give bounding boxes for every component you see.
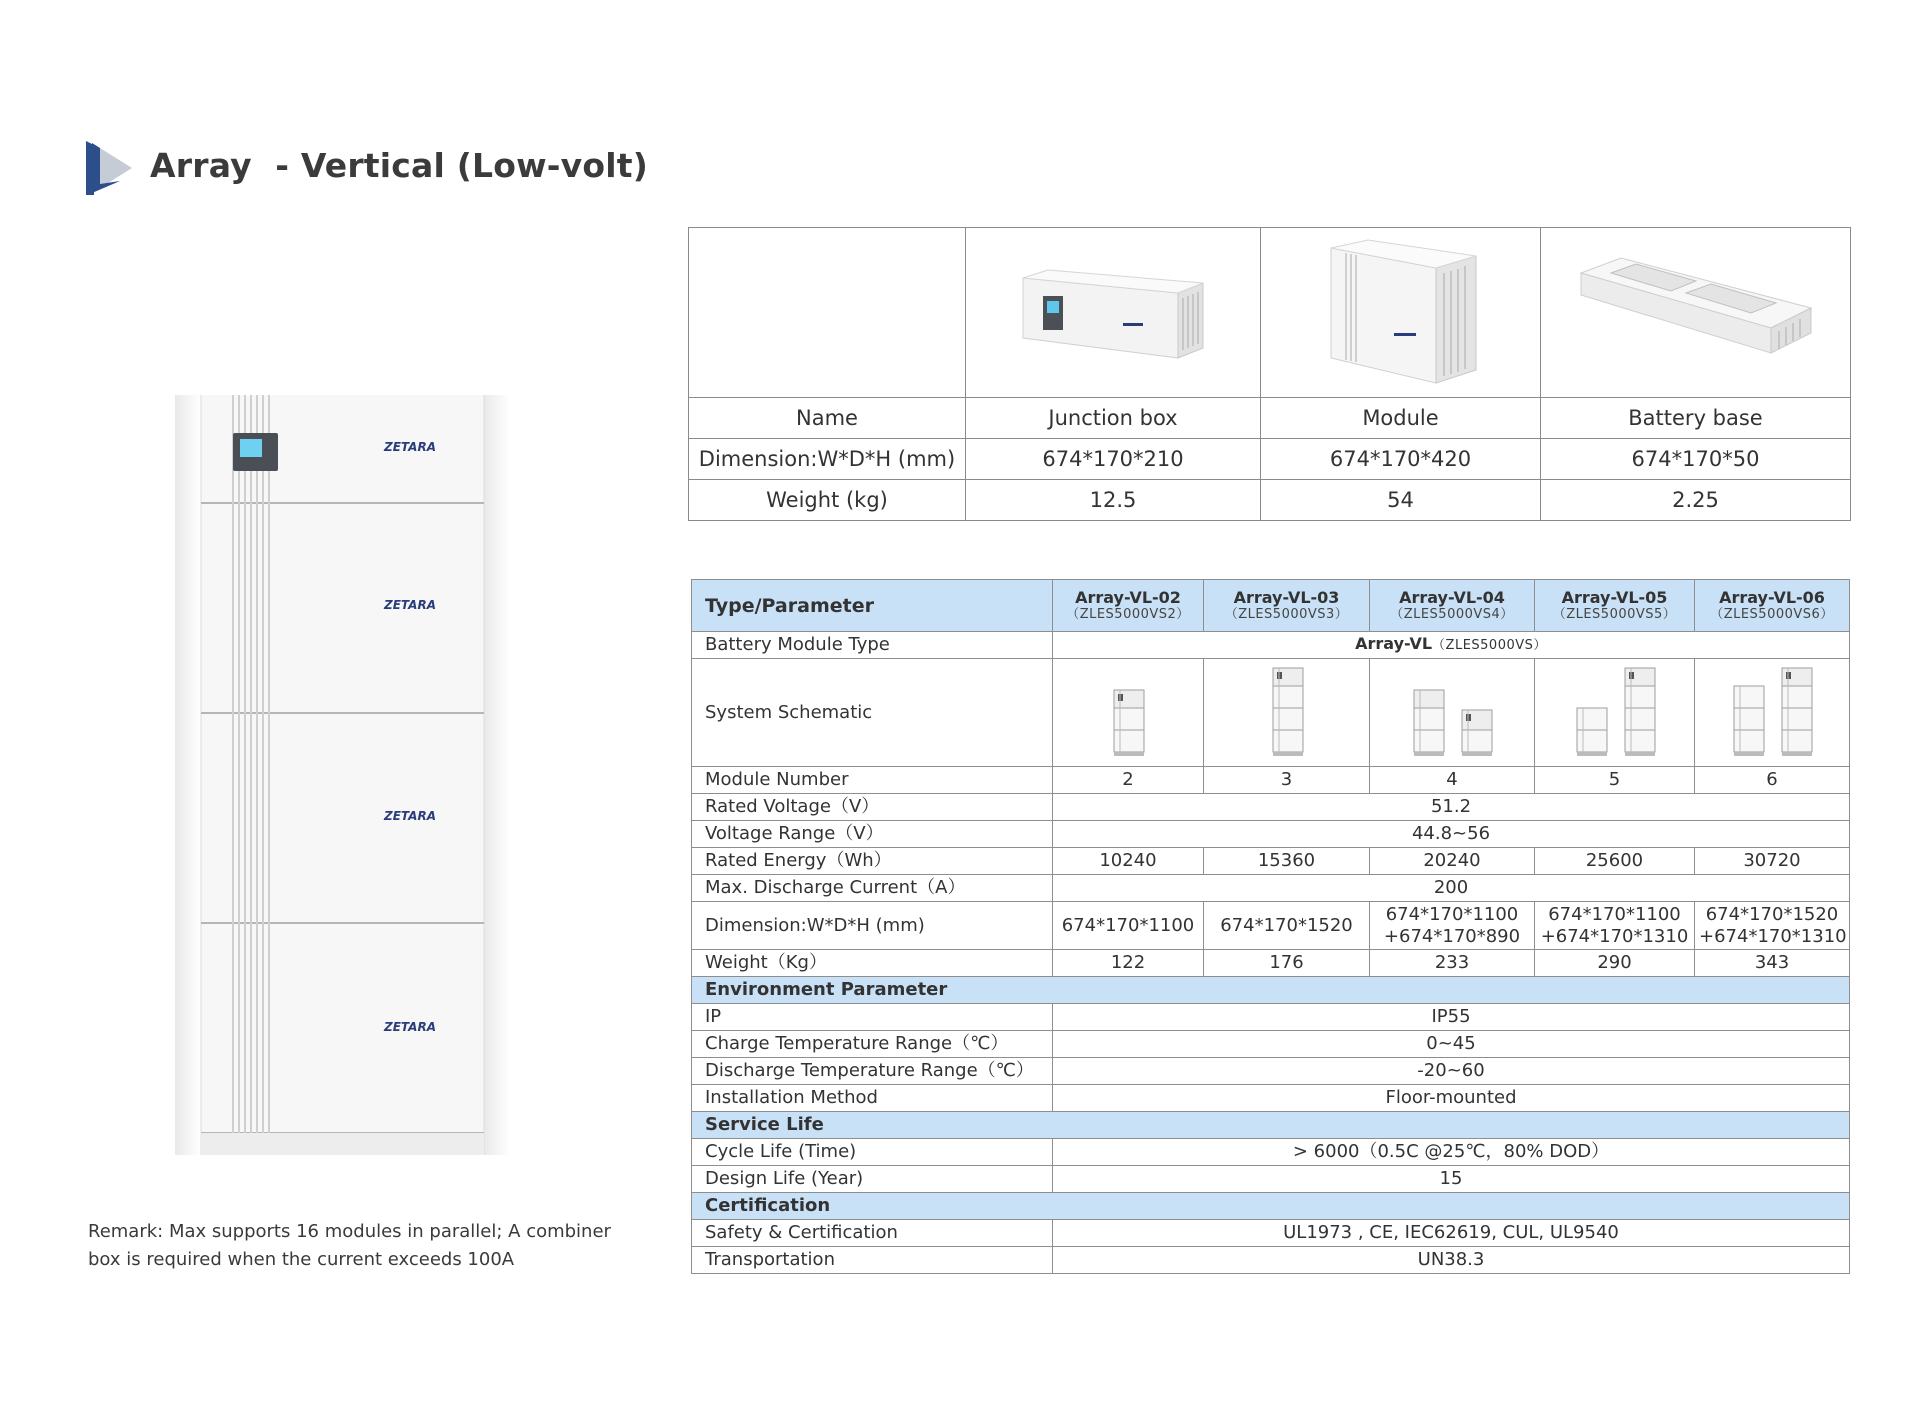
table-cell: 10240: [1053, 848, 1204, 875]
system-schematic-row: [692, 659, 1850, 767]
empty-cell: [689, 228, 966, 398]
battery-stack-image: [175, 395, 510, 1155]
environment-section-row: [692, 977, 1850, 1004]
module-brand-label: ZETARA: [384, 440, 436, 454]
model-name: Array-VL-05: [1561, 588, 1668, 607]
design-life-row: [692, 1166, 1850, 1193]
row-label: Weight (kg): [689, 480, 966, 521]
voltage-range-row: [692, 821, 1850, 848]
components-image-row: [689, 228, 1851, 398]
table-cell: 2: [1053, 767, 1204, 794]
section-header: Certification: [692, 1193, 1850, 1220]
row-label: Cycle Life (Time): [692, 1139, 1053, 1166]
battery-base-image: [1571, 253, 1821, 373]
table-cell: 5: [1535, 767, 1695, 794]
model-code: （ZLES5000VS5）: [1552, 607, 1677, 622]
battery-module-name: Array-VL: [1355, 634, 1433, 653]
dimension-line: 674*170*1100: [1385, 903, 1519, 925]
model-code: （ZLES5000VS6）: [1710, 607, 1834, 622]
table-cell: 233: [1370, 950, 1535, 977]
components-table: [688, 227, 1851, 521]
battery-module-type-row: [692, 632, 1850, 659]
model-header: [1535, 580, 1695, 632]
row-label: Transportation: [692, 1247, 1053, 1274]
table-cell: 4: [1370, 767, 1535, 794]
row-label: Voltage Range（V）: [692, 821, 1053, 848]
dimension-line: +674*170*1310: [1699, 925, 1847, 947]
row-label: Weight（Kg）: [692, 950, 1053, 977]
table-cell: 674*170*1520: [1204, 902, 1370, 950]
module-image: [1316, 238, 1486, 388]
row-label: Dimension:W*D*H (mm): [692, 902, 1053, 950]
table-cell: Floor-mounted: [1053, 1085, 1850, 1112]
module-number-row: [692, 767, 1850, 794]
table-cell: 674*170*50: [1541, 439, 1851, 480]
max-discharge-row: [692, 875, 1850, 902]
row-label: Safety & Certification: [692, 1220, 1053, 1247]
dimension-row: [692, 902, 1850, 950]
rated-energy-row: [692, 848, 1850, 875]
row-label: Max. Discharge Current（A）: [692, 875, 1053, 902]
transportation-row: [692, 1247, 1850, 1274]
junction-box-image-cell: [966, 228, 1261, 398]
table-cell: 25600: [1535, 848, 1695, 875]
junction-box-image: [1013, 258, 1213, 368]
schematic-cell: [1204, 659, 1370, 767]
row-label: Module Number: [692, 767, 1053, 794]
row-label: Battery Module Type: [692, 632, 1053, 659]
table-cell: 2.25: [1541, 480, 1851, 521]
table-cell: 674*170*1100: [1053, 902, 1204, 950]
row-label: System Schematic: [692, 659, 1053, 767]
charge-temp-row: [692, 1031, 1850, 1058]
rated-voltage-row: [692, 794, 1850, 821]
table-cell: UN38.3: [1053, 1247, 1850, 1274]
section-header: Service Life: [692, 1112, 1850, 1139]
ip-row: [692, 1004, 1850, 1031]
table-cell: 20240: [1370, 848, 1535, 875]
model-header: [1053, 580, 1204, 632]
components-dimension-row: [689, 439, 1851, 480]
type-parameter-header: Type/Parameter: [692, 580, 1053, 632]
spec-table: [691, 579, 1850, 1274]
table-cell: 674*170*210: [966, 439, 1261, 480]
components-weight-row: [689, 480, 1851, 521]
table-cell: 343: [1695, 950, 1850, 977]
module-brand-label: ZETARA: [384, 809, 436, 823]
certification-section-row: [692, 1193, 1850, 1220]
page-title: Array - Vertical (Low-volt): [150, 146, 649, 185]
table-cell: -20~60: [1053, 1058, 1850, 1085]
dimension-line: +674*170*890: [1383, 925, 1521, 947]
row-label: Discharge Temperature Range（℃）: [692, 1058, 1053, 1085]
battery-module-code: （ZLES5000VS）: [1432, 638, 1547, 653]
schematic-3-modules-image: [1257, 660, 1317, 760]
row-label: Dimension:W*D*H (mm): [689, 439, 966, 480]
schematic-2-modules-image: [1098, 660, 1158, 760]
dimension-line: 674*170*1520: [1705, 903, 1839, 925]
table-cell: 674*170*420: [1261, 439, 1541, 480]
table-cell: > 6000（0.5C @25℃，80% DOD）: [1053, 1139, 1850, 1166]
model-header: [1370, 580, 1535, 632]
schematic-6-modules-image: [1722, 660, 1822, 760]
table-cell: 30720: [1695, 848, 1850, 875]
table-cell: 3: [1204, 767, 1370, 794]
row-label: Rated Energy（Wh）: [692, 848, 1053, 875]
model-name: Array-VL-02: [1075, 588, 1181, 607]
safety-row: [692, 1220, 1850, 1247]
model-name: Array-VL-03: [1233, 588, 1340, 607]
row-label: Installation Method: [692, 1085, 1053, 1112]
table-cell: [1370, 902, 1535, 950]
discharge-temp-row: [692, 1058, 1850, 1085]
model-name: Array-VL-06: [1719, 588, 1825, 607]
table-cell: 290: [1535, 950, 1695, 977]
remark-note: Remark: Max supports 16 modules in parallel; A combiner box is required when the current exceeds 100A: [88, 1221, 611, 1270]
table-cell: 0~45: [1053, 1031, 1850, 1058]
weight-row: [692, 950, 1850, 977]
model-code: （ZLES5000VS3）: [1224, 607, 1349, 622]
model-name: Array-VL-04: [1399, 588, 1505, 607]
table-cell: 12.5: [966, 480, 1261, 521]
model-header: [1695, 580, 1850, 632]
model-code: （ZLES5000VS2）: [1066, 607, 1190, 622]
table-cell: 15360: [1204, 848, 1370, 875]
schematic-cell: [1370, 659, 1535, 767]
table-cell: [1535, 902, 1695, 950]
module-brand-label: ZETARA: [384, 598, 436, 612]
table-cell: IP55: [1053, 1004, 1850, 1031]
table-cell: [1053, 632, 1850, 659]
table-cell: Battery base: [1541, 398, 1851, 439]
row-label: Design Life (Year): [692, 1166, 1053, 1193]
table-cell: 176: [1204, 950, 1370, 977]
dimension-line: 674*170*1100: [1548, 903, 1681, 925]
table-cell: 51.2: [1053, 794, 1850, 821]
table-cell: 6: [1695, 767, 1850, 794]
battery-base-image-cell: [1541, 228, 1851, 398]
table-cell: Junction box: [966, 398, 1261, 439]
schematic-cell: [1053, 659, 1204, 767]
table-cell: [1695, 902, 1850, 950]
module-brand-label: ZETARA: [384, 1020, 436, 1034]
table-cell: UL1973 , CE, IEC62619, CUL, UL9540: [1053, 1220, 1850, 1247]
dimension-line: +674*170*1310: [1540, 925, 1689, 947]
row-label: Rated Voltage（V）: [692, 794, 1053, 821]
row-label: Charge Temperature Range（℃）: [692, 1031, 1053, 1058]
section-header: Environment Parameter: [692, 977, 1850, 1004]
schematic-5-modules-image: [1565, 660, 1665, 760]
schematic-cell: [1535, 659, 1695, 767]
module-image-cell: [1261, 228, 1541, 398]
table-cell: 15: [1053, 1166, 1850, 1193]
brand-logo-icon: [86, 141, 134, 195]
table-cell: 200: [1053, 875, 1850, 902]
row-label: IP: [692, 1004, 1053, 1031]
installation-row: [692, 1085, 1850, 1112]
table-cell: 122: [1053, 950, 1204, 977]
service-life-section-row: [692, 1112, 1850, 1139]
spec-header-row: [692, 580, 1850, 632]
model-code: （ZLES5000VS4）: [1390, 607, 1514, 622]
table-cell: 44.8~56: [1053, 821, 1850, 848]
table-cell: 54: [1261, 480, 1541, 521]
cycle-life-row: [692, 1139, 1850, 1166]
schematic-4-modules-image: [1402, 660, 1502, 760]
schematic-cell: [1695, 659, 1850, 767]
row-label: Name: [689, 398, 966, 439]
components-name-row: [689, 398, 1851, 439]
table-cell: Module: [1261, 398, 1541, 439]
model-header: [1204, 580, 1370, 632]
